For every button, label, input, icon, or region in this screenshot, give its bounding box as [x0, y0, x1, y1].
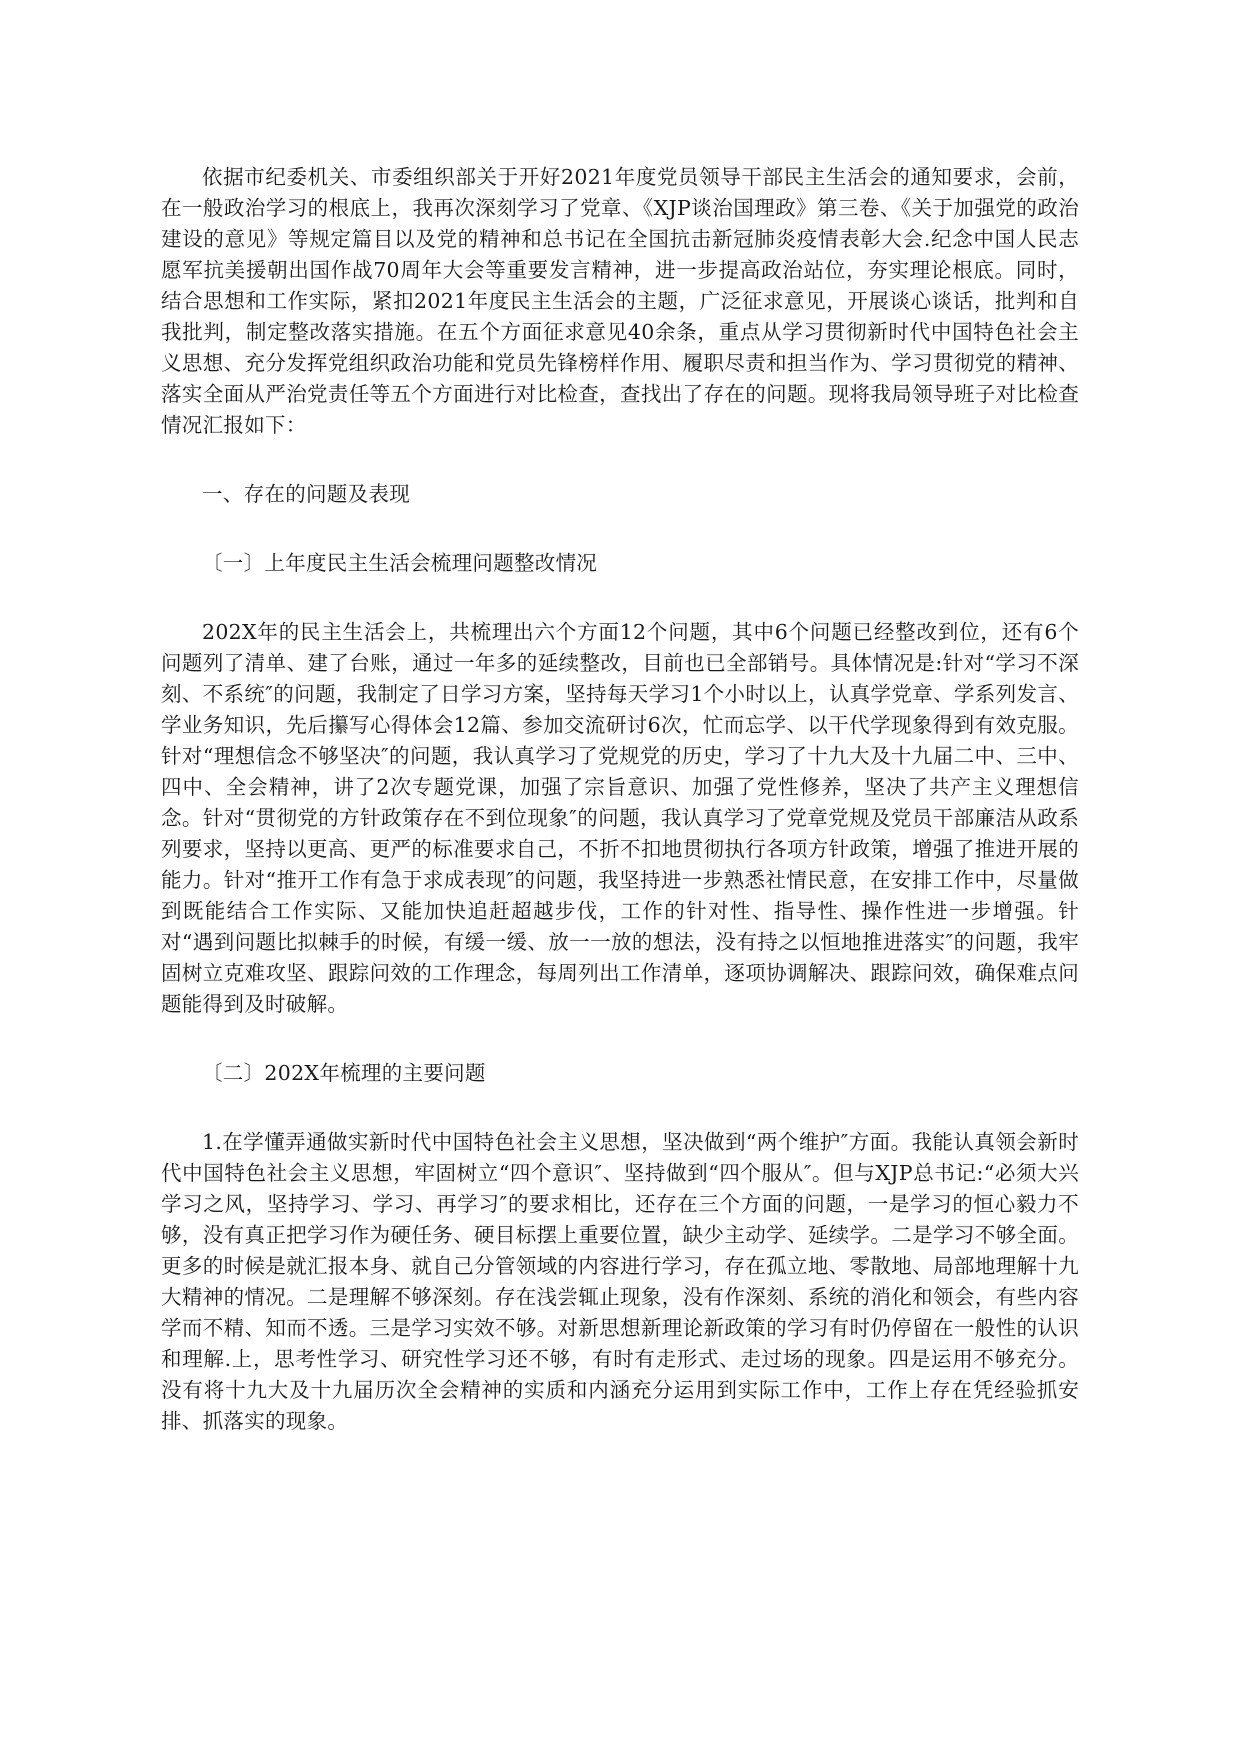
paragraph-last-year-rectification: 202X年的民主生活会上，共梳理出六个方面12个问题，其中6个问题已经整改到位，还有6个问题列了清单、建了台账，通过一年多的延续整改，目前也已全部销号。具体情况是:针对“学习不深刻、不系统″的问题，我制定了日学习方案，坚持每天学习1个小时以上，认真学党章、学系列发言、学业务知识，先后攥写心得体会12篇、参加交流研讨6次，忙而忘学、以干代学现象得到有效克服。针对“理想信念不够坚决″的问题，我认真学习了党规党的历史，学习了十九大及十九届二中、三中、四中、全会精神，讲了2次专题党课，加强了宗旨意识、加强了党性修养，坚决了共产主义理想信念。针对“贯彻党的方针政策存在不到位现象″的问题，我认真学习了党章党规及党员干部廉洁从政系列要求，坚持以更高、更严的标准要求自己，不折不扣地贯彻执行各项方针政策，增强了推进开展的能力。针对“推开工作有急于求成表现″的问题，我坚持进一步熟悉社情民意，在安排工作中，尽量做到既能结合工作实际、又能加快追赶超越步伐，工作的针对性、指导性、操作性进一步增强。针对“遇到问题比拟棘手的时候，有缓一缓、放一一放的想法，没有持之以恒地推进落实″的问题，我牢固树立克难攻坚、跟踪问效的工作理念，每周列出工作清单，逐项协调解决、跟踪问效，确保难点问题能得到及时破解。	[161, 620, 1079, 1016]
intro-paragraph: 依据市纪委机关、市委组织部关于开好2021年度党员领导干部民主生活会的通知要求，会前，在一般政治学习的根底上，我再次深刻学习了党章、《XJP谈治国理政》第三卷、《关于加强党的政治建设的意见》等规定篇目以及党的精神和总书记在全国抗击新冠肺炎疫情表彰大会.纪念中国人民志愿军抗美援朝出国作战70周年大会等重要发言精神，进一步提高政治站位，夯实理论根底。同时，结合思想和工作实际，紧扣2021年度民主生活会的主题，广泛征求意见，开展谈心谈话，批判和自我批判，制定整改落实措施。在五个方面征求意见40余条，重点从学习贯彻新时代中国特色社会主义思想、充分发挥党组织政治功能和党员先锋榜样作用、履职尽责和担当作为、学习贯彻党的精神、落实全面从严治党责任等五个方面进行对比检查，查找出了存在的问题。现将我局领导班子对比检查情况汇报如下：	[161, 165, 1079, 437]
document-body	[161, 162, 1079, 1437]
paragraph-main-problems: 1.在学懂弄通做实新时代中国特色社会主义思想，坚决做到“两个维护″方面。我能认真领会新时代中国特色社会主义思想，牢固树立“四个意识″、坚持做到“四个服从″。但与XJP总书记:“必须大兴学习之风，坚持学习、学习、再学习″的要求相比，还存在三个方面的问题，一是学习的恒心毅力不够，没有真正把学习作为硬任务、硬目标摆上重要位置，缺少主动学、延续学。二是学习不够全面。更多的时候是就汇报本身、就自己分管领域的内容进行学习，存在孤立地、零散地、局部地理解十九大精神的情况。二是理解不够深刻。存在浅尝辄止现象，没有作深刻、系统的消化和领会，有些内容学而不精、知而不透。三是学习实效不够。对新思想新理论新政策的学习有时仍停留在一般性的认识和理解.上，思考性学习、研究性学习还不够，有时有走形式、走过场的现象。四是运用不够充分。没有将十九大及十九届历次全会精神的实质和内涵充分运用到实际工作中，工作上存在凭经验抓安排、抓落实的现象。	[161, 1130, 1079, 1433]
subsection-heading-last-year-rectification: 〔一〕上年度民主生活会梳理问题整改情况	[202, 551, 598, 575]
subsection-heading-main-problems: 〔二〕202X年梳理的主要问题	[202, 1061, 486, 1085]
section-heading-existing-problems: 一、存在的问题及表现	[202, 482, 410, 506]
